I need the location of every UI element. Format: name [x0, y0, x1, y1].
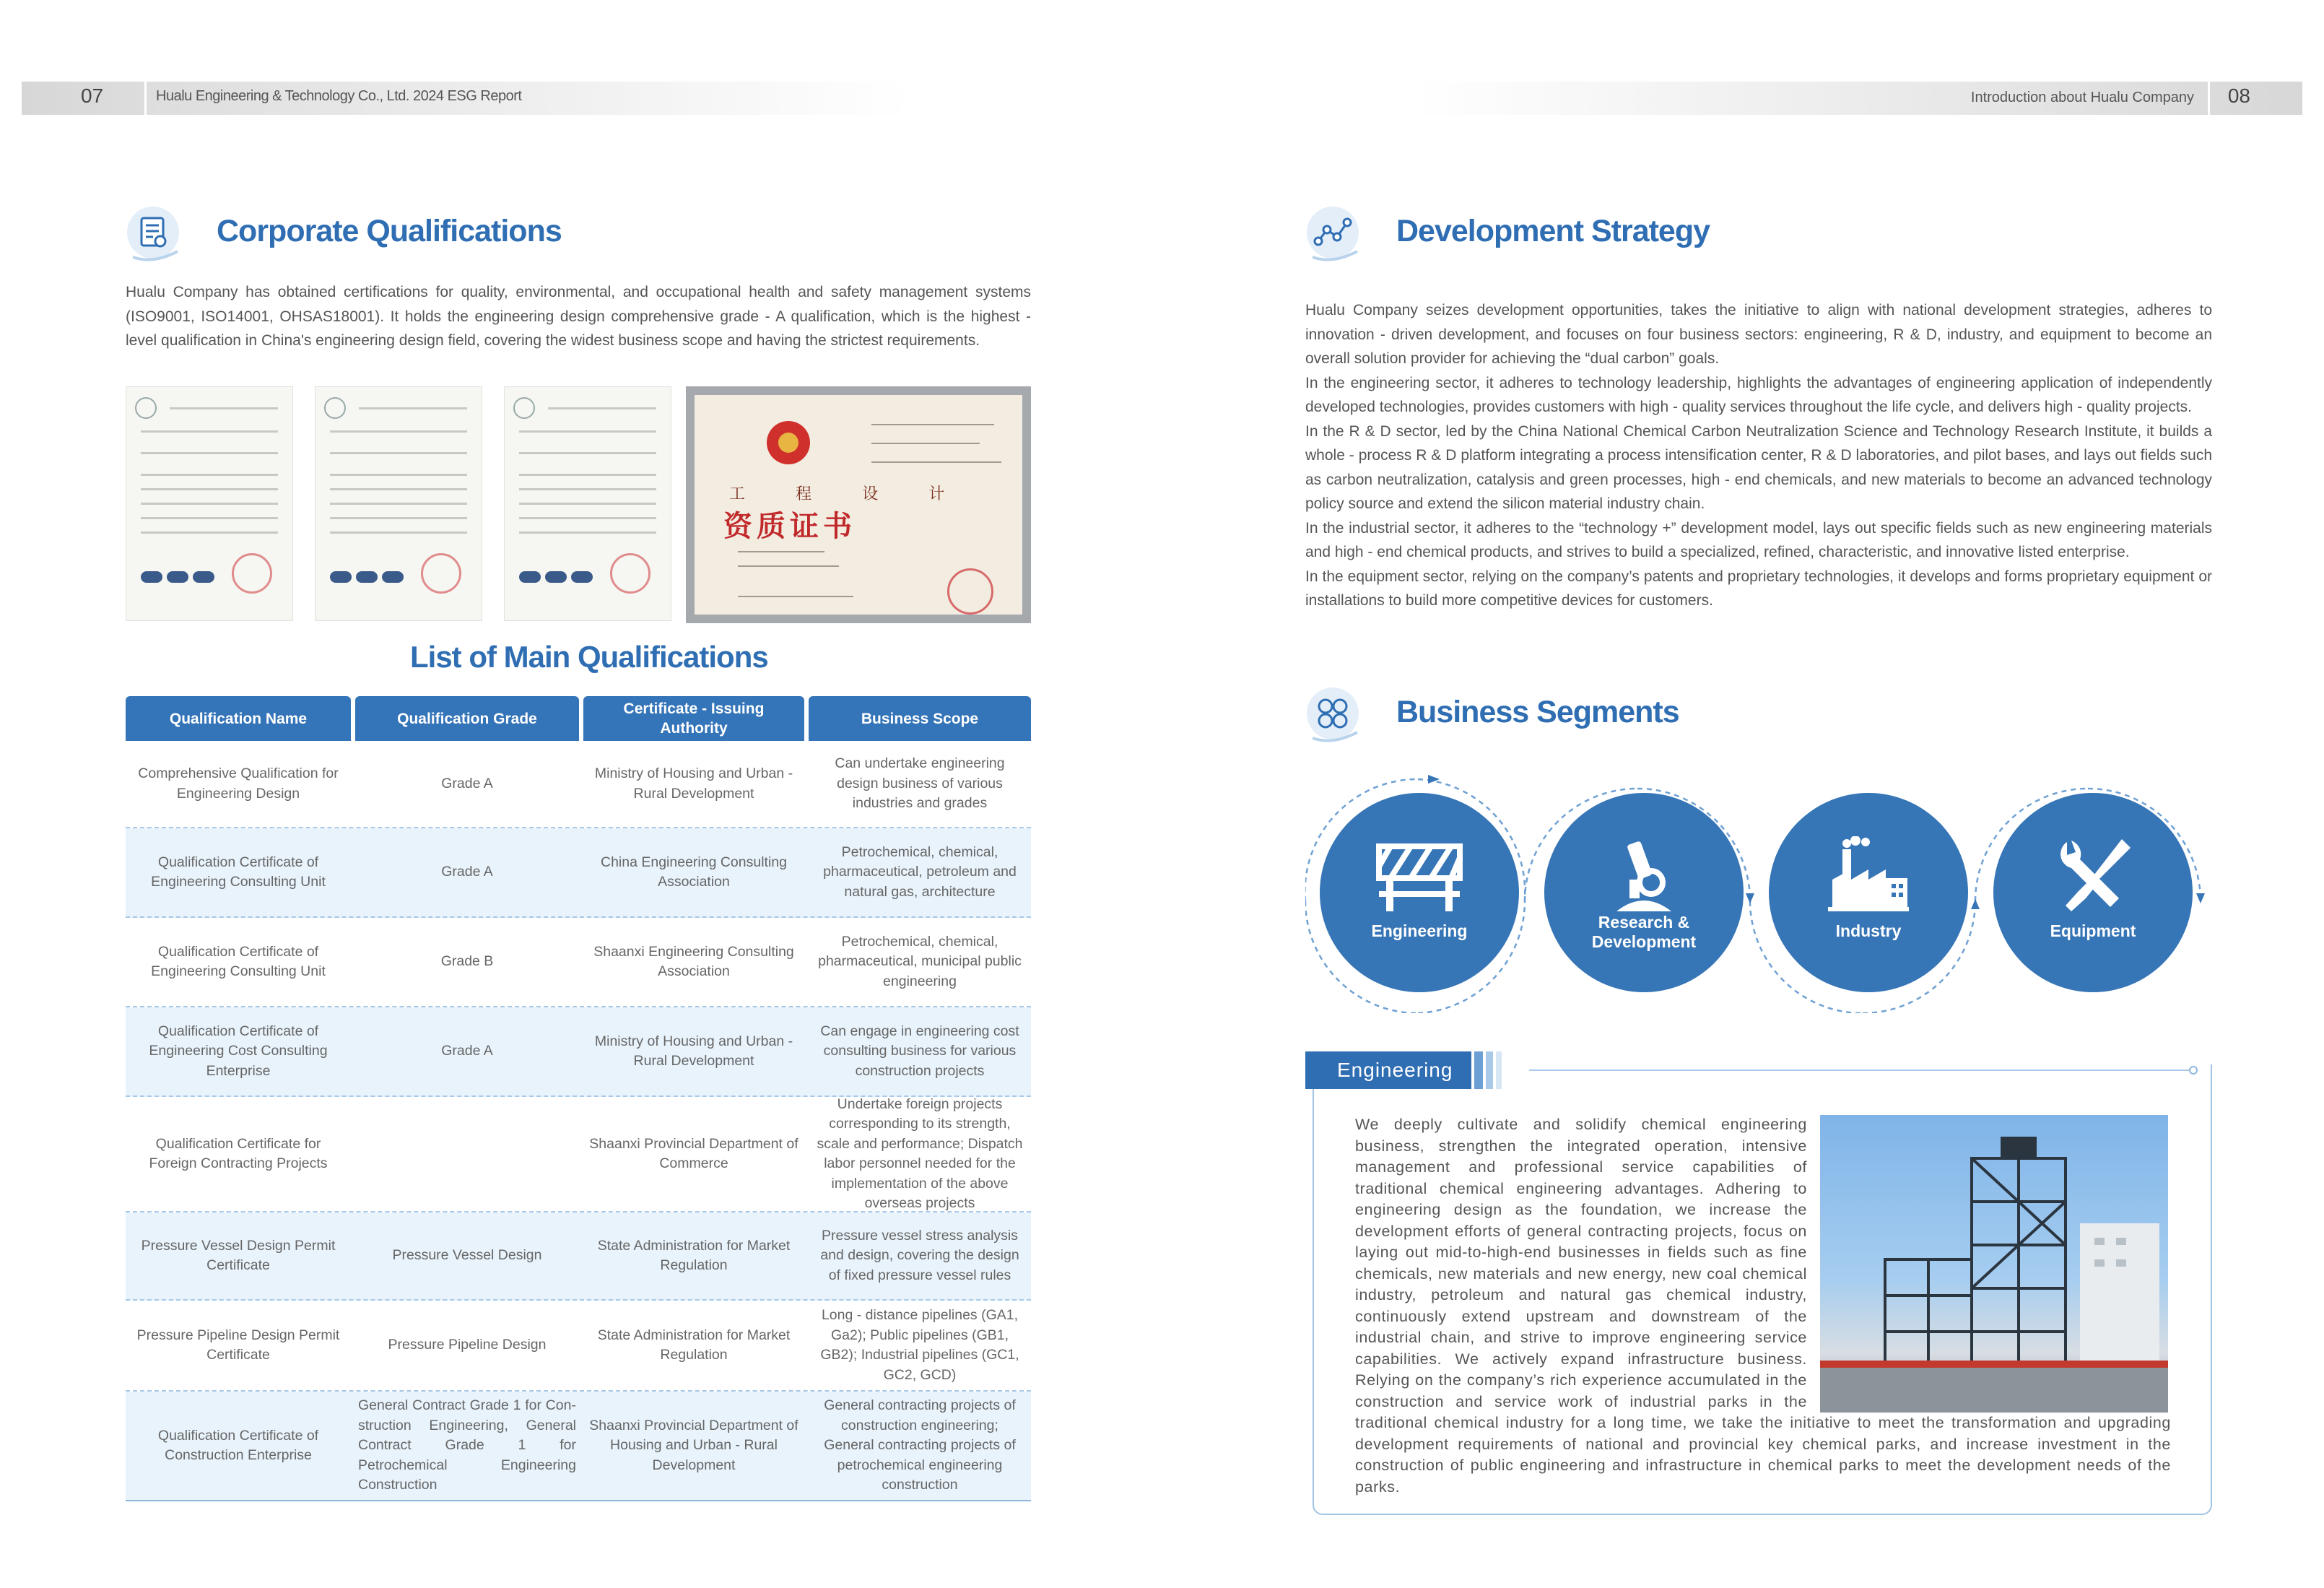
qualifications-table [126, 696, 1031, 1501]
segment-label: Research & Development [1591, 913, 1697, 951]
header-business-scope: Business Scope [809, 696, 1031, 741]
strategy-paragraph: In the R & D sector, led by the China National Chemical Carbon Neutralization Science and Technology Research Institute, it builds a whole - process R & D platform integrating a process intensification center, R & D laboratories, and pilot bases, and lays out fields such as carbon neutralization, catalysis and green processes, high - end chemicals, and new materials to become an advanced technology policy source and extend the silicon material industry chain. [1305, 422, 2212, 512]
segment-label: Engineering [1371, 921, 1468, 940]
report-title: Hualu Engineering & Technology Co., Ltd. 2024 ESG Report [156, 88, 522, 104]
table-row: Qualification Certificate of Construction Enterprise General Contract Grade 1 for Con-struction Engineering, General Contract Grade 1 for Petrochemical Engineering Construction Shaanxi Provincial Department of Housing and Urban - Rural Development General contracting projects of construction engineering; General contracting projects of petrochemical engineering construction [126, 1392, 1031, 1501]
segment-industry [1769, 793, 1968, 992]
right-page-number: 08 [2227, 84, 2250, 107]
table-row: Comprehensive Qualification for Engineering Design Grade A Ministry of Housing and Urban - Rural Development Can undertake engineering design business of various industries and grades [126, 741, 1031, 828]
strategy-paragraph: In the equipment sector, relying on the company’s patents and proprietary technologies, it develops and forms proprietary equipment or installations to build more competitive devices for customers. [1305, 568, 2212, 609]
license-caption: 工 程 设 计 [729, 485, 968, 503]
corporate-qualifications-text: Hualu Company has obtained certifications for quality, environmental, and occupational health and safety management systems (ISO9001, ISO14001, OHSAS18001). It holds the engineering design comprehensive grade - A qualification, which is the highest - level qualification in China's engineering design field, covering the widest business scope and having the strictest requirements. [126, 284, 1031, 349]
development-strategy-text [1305, 298, 2212, 613]
national-emblem-icon [767, 421, 810, 464]
engineering-design-license-image [686, 386, 1031, 623]
factory-icon [1825, 836, 1912, 916]
business-segments-title: Business Segments [1396, 695, 1679, 729]
development-strategy-title: Development Strategy [1396, 214, 1710, 248]
header-qualification-name: Qualification Name [126, 696, 351, 741]
table-row: Qualification Certificate of Engineering Consulting Unit Grade A China Engineering Consulting Association Petrochemical, chemical, pharmaceutical, petroleum and natural gas, architecture [126, 828, 1031, 918]
table-row: Pressure Pipeline Design Permit Certificate Pressure Pipeline Design State Administration for Market Regulation Long - distance pipelines (GA1, Ga2); Public pipelines (GB1, GB2); Industrial pipelines (GC1, GC2, GCD) [126, 1301, 1031, 1392]
plant-illustration [1820, 1115, 2168, 1413]
segment-label: Equipment [2050, 921, 2136, 940]
corporate-qualifications-title: Corporate Qualifications [217, 214, 562, 248]
tools-icon [2050, 836, 2136, 916]
table-row: Qualification Certificate of Engineering Consulting Unit Grade B Shaanxi Engineering Consulting Association Petrochemical, chemical, pharmaceutical, municipal public engineering [126, 918, 1031, 1007]
segment-label: Industry [1835, 921, 1902, 940]
segment-engineering [1320, 793, 1519, 992]
certificate-icon [123, 204, 183, 264]
strategy-icon [1302, 204, 1363, 264]
list-of-main-qualifications-title: List of Main Qualifications [410, 640, 768, 674]
chapter-title: Introduction about Hualu Company [1970, 90, 2194, 105]
left-page-number: 07 [81, 84, 104, 107]
header-qualification-grade: Qualification Grade [355, 696, 579, 741]
segments-icon [1302, 685, 1363, 745]
engineering-tab [1305, 1051, 1513, 1089]
table-header [126, 696, 1031, 741]
certificate-image-environmental [315, 386, 482, 621]
certificate-image-quality [126, 386, 293, 621]
engineering-detail-text: We deeply cultivate and solidify chemical engineering business, strengthen the integrated operation, intensive management and professional service capabilities of traditional chemical engineering advantages. Adhering to engineering design as the foundation, we increase the development efforts of general contracting projects, focus on laying out mid-to-high-end businesses in fields such as fine chemicals, new materials and new energy, new coal chemical industry, petroleum and natural gas chemical industry, continuously extend upstream and downstream of the industrial chain, and strive to improve engineering service capabilities. We actively expand infrastructure business. Relying on the company’s rich experience accumulated in the construction and service work of industrial parks in the traditional chemical industry for a long time, we take the initiative to meet the transformation and upgrading development requirements of national and provincial key chemical parks, and increase investment in the construction of public engineering and infrastructure in chemical parks to meet the development needs of the parks. [1355, 1116, 2171, 1496]
table-row: Qualification Certificate of Engineering Cost Consulting Enterprise Grade A Ministry of Housing and Urban - Rural Development Can engage in engineering cost consulting business for various construction projects [126, 1007, 1031, 1097]
segment-research-development [1544, 793, 1744, 992]
microscope-icon [1601, 836, 1687, 916]
table-row: Qualification Certificate for Foreign Contracting Projects Shaanxi Provincial Department of Commerce Undertake foreign projects corresponding to its strength, scale and performance; Dispatch labor personnel needed for the implementation of the above overseas projects [126, 1097, 1031, 1212]
strategy-paragraph: In the engineering sector, it adheres to technology leadership, highlights the advantages of engineering application of independently developed technologies, provides customers with high - quality services throughout the life cycle, and delivers high - quality projects. [1305, 374, 2212, 415]
license-title: 资质证书 [723, 511, 856, 542]
segment-equipment [1993, 793, 2193, 992]
table-row: Pressure Vessel Design Permit Certificate Pressure Vessel Design State Administration for Market Regulation Pressure vessel stress analysis and design, covering the design of fixed pressure vessel rules [126, 1212, 1031, 1301]
strategy-paragraph: Hualu Company seizes development opportunities, takes the initiative to align with national development strategies, adheres to innovation - driven development, and focuses on four business sectors: engineering, R & D, industry, and equipment to become an overall solution provider for achieving the “dual carbon” goals. [1305, 302, 2212, 367]
left-page-header [22, 82, 910, 115]
certificate-image-occupational-health [504, 386, 671, 621]
barrier-icon [1376, 836, 1463, 916]
engineering-tab-label: Engineering [1337, 1059, 1453, 1081]
right-page-header [1411, 82, 2302, 115]
strategy-paragraph: In the industrial sector, it adheres to the “technology +” development model, lays out specific fields such as new engineering materials and high - end chemical products, and strives to build a specialized, refined, characteristic, and innovative listed enterprise. [1305, 519, 2212, 560]
chemical-plant-photo [1820, 1115, 2168, 1413]
header-issuing-authority: Certificate - Issuing Authority [583, 696, 804, 741]
